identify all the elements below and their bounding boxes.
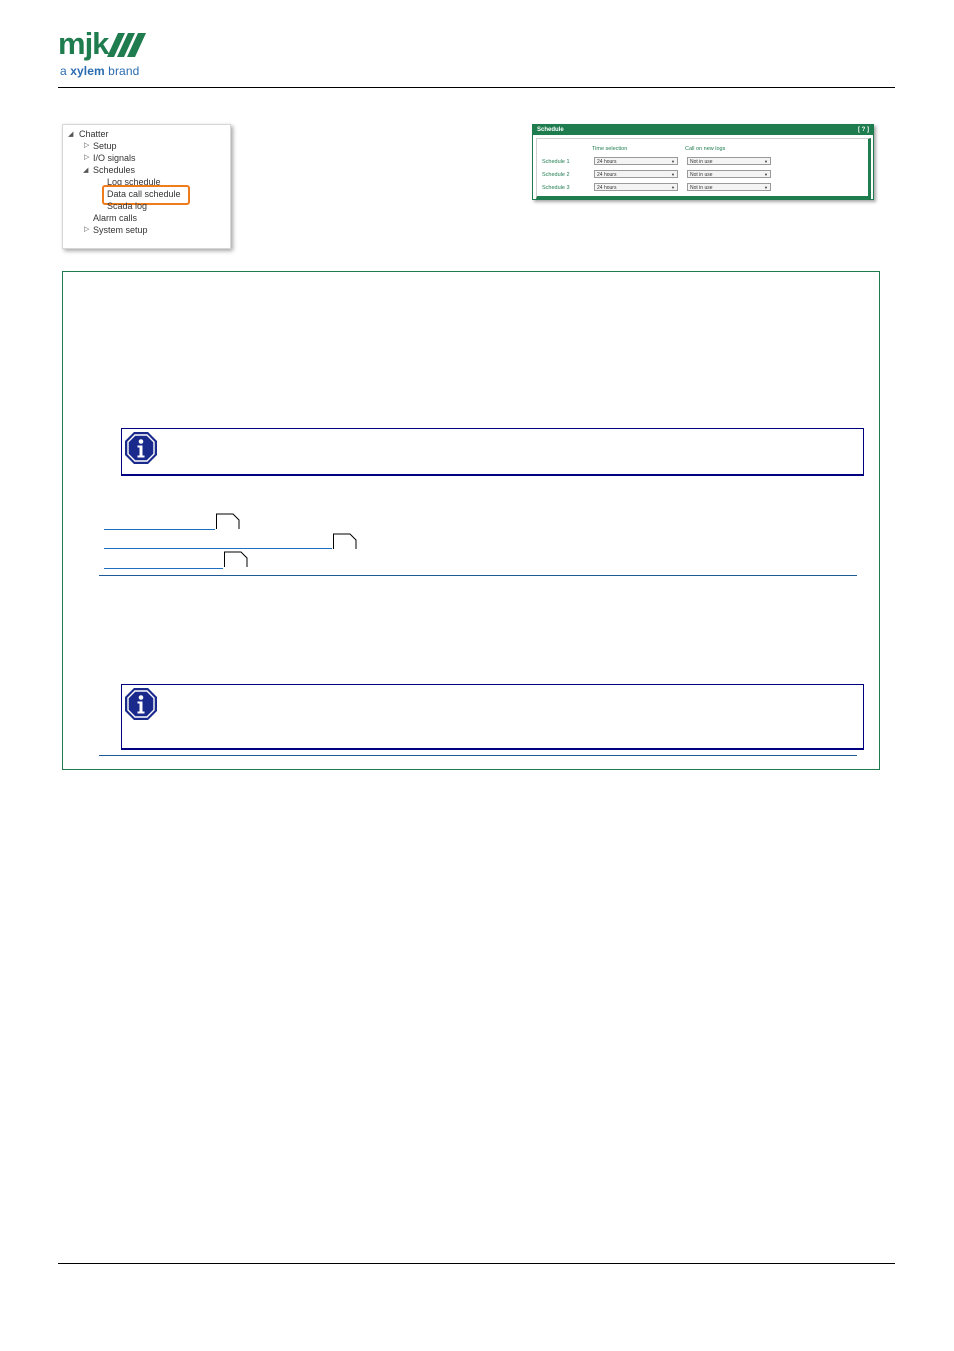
page-reference-icon	[224, 551, 248, 567]
reference-link[interactable]	[104, 529, 215, 530]
expanded-triangle-icon[interactable]: ◢	[83, 167, 89, 174]
call-on-new-logs-dropdown[interactable]: Not in use ▼	[687, 183, 771, 191]
time-selection-dropdown[interactable]: 24 hours ▼	[594, 170, 678, 178]
column-header-time-selection: Time selection	[592, 146, 628, 152]
expanded-triangle-icon[interactable]: ◢	[68, 131, 74, 138]
note-box	[121, 428, 864, 476]
help-button[interactable]: [ ? ]	[858, 127, 869, 133]
tree-item-log-schedule[interactable]: Log schedule	[107, 177, 161, 187]
call-on-new-logs-dropdown[interactable]: Not in use ▼	[687, 157, 771, 165]
collapsed-triangle-icon[interactable]: ▷	[84, 154, 90, 161]
schedule-row-label: Schedule 1	[542, 159, 570, 165]
schedule-panel	[532, 124, 874, 200]
tree-item-scada-log[interactable]: Scada log	[107, 201, 148, 211]
collapsed-triangle-icon[interactable]: ▷	[84, 142, 90, 149]
mjk-logo	[58, 28, 150, 64]
dropdown-arrow-icon: ▼	[764, 172, 768, 177]
dropdown-arrow-icon: ▼	[764, 159, 768, 164]
schedule-row-label: Schedule 2	[542, 172, 570, 178]
tree-item-schedules[interactable]: Schedules	[93, 165, 136, 175]
collapsed-triangle-icon[interactable]: ▷	[84, 226, 90, 233]
svg-text:mjk: mjk	[58, 28, 109, 61]
header-rule	[58, 87, 895, 88]
tree-item-io-signals[interactable]: I/O signals	[93, 153, 136, 163]
schedule-row-label: Schedule 3	[542, 185, 570, 191]
time-selection-dropdown[interactable]: 24 hours ▼	[594, 157, 678, 165]
section-divider	[99, 755, 857, 756]
tree-item-system-setup[interactable]: System setup	[93, 225, 148, 235]
time-selection-dropdown[interactable]: 24 hours ▼	[594, 183, 678, 191]
page-reference-icon	[216, 513, 240, 529]
info-icon	[124, 687, 158, 721]
dropdown-arrow-icon: ▼	[671, 185, 675, 190]
page-reference-icon	[333, 533, 357, 549]
tree-item-data-call-schedule[interactable]: Data call schedule	[107, 189, 181, 199]
tree-item-setup[interactable]: Setup	[93, 141, 117, 151]
brand-tagline: a xylem brand	[60, 64, 140, 78]
schedule-panel-title: Schedule	[537, 127, 564, 133]
call-on-new-logs-dropdown[interactable]: Not in use ▼	[687, 170, 771, 178]
tree-navigation-panel	[62, 124, 231, 249]
info-icon	[124, 431, 158, 465]
reference-link[interactable]	[104, 568, 223, 569]
schedule-panel-header	[533, 125, 873, 135]
schedule-panel-body	[536, 138, 871, 199]
section-divider	[99, 575, 857, 576]
dropdown-arrow-icon: ▼	[764, 185, 768, 190]
note-box	[121, 684, 864, 750]
footer-rule	[58, 1263, 895, 1264]
reference-link[interactable]	[104, 548, 332, 549]
tree-item-chatter[interactable]: Chatter	[79, 129, 109, 139]
column-header-call-on-new-logs: Call on new logs	[685, 146, 726, 152]
dropdown-arrow-icon: ▼	[671, 159, 675, 164]
tree-item-alarm-calls[interactable]: Alarm calls	[93, 213, 138, 223]
dropdown-arrow-icon: ▼	[671, 172, 675, 177]
